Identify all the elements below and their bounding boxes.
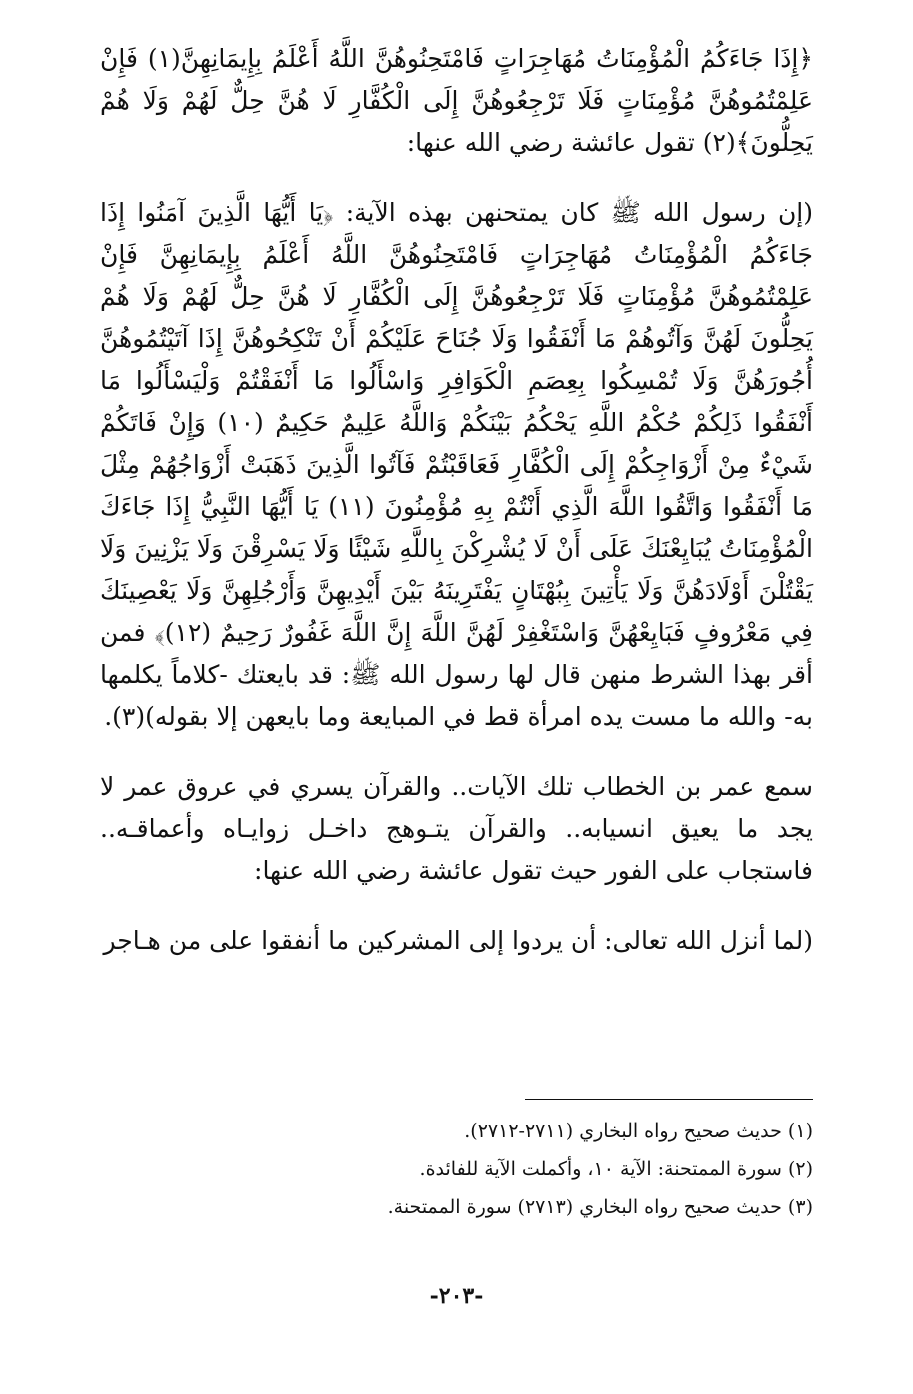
paragraph-2: (إن رسول الله ﷺ كان يمتحنهن بهذه الآية: ﴿يَا أَيُّهَا الَّذِينَ آمَنُوا إِذَا جَاءَكُمُ الْمُؤْمِنَاتُ مُهَاجِرَاتٍ فَامْتَحِنُوهُنَّ اللَّهُ أَعْلَمُ بِإِيمَانِهِنَّ فَإِنْ عَلِمْتُمُوهُنَّ مُؤْمِنَاتٍ فَلَا تَرْجِعُوهُنَّ إِلَى الْكُفَّارِ لَا هُنَّ حِلٌّ لَهُمْ وَلَا هُمْ يَحِلُّونَ لَهُنَّ وَآتُوهُمْ مَا أَنْفَقُوا وَلَا جُنَاحَ عَلَيْكُمْ أَنْ تَنْكِحُوهُنَّ إِذَا آتَيْتُمُوهُنَّ أُجُورَهُنَّ وَلَا تُمْسِكُوا بِعِصَمِ الْكَوَافِرِ وَاسْأَلُوا مَا أَنْفَقْتُمْ وَلْيَسْأَلُوا مَا أَنْفَقُوا ذَلِكُمْ حُكْمُ اللَّهِ يَحْكُمُ بَيْنَكُمْ وَاللَّهُ عَلِيمٌ حَكِيمٌ (١٠) وَإِنْ فَاتَكُمْ شَيْءٌ مِنْ أَزْوَاجِكُمْ إِلَى الْكُفَّارِ فَعَاقَبْتُمْ فَآتُوا الَّذِينَ ذَهَبَتْ أَزْوَاجُهُمْ مِثْلَ مَا أَنْفَقُوا وَاتَّقُوا اللَّهَ الَّذِي أَنْتُمْ بِهِ مُؤْمِنُونَ (١١) يَا أَيُّهَا النَّبِيُّ إِذَا جَاءَكَ الْمُؤْمِنَاتُ يُبَايِعْنَكَ عَلَى أَنْ لَا يُشْرِكْنَ بِاللَّهِ شَيْئًا وَلَا يَسْرِقْنَ وَلَا يَزْنِينَ وَلَا يَقْتُلْنَ أَوْلَادَهُنَّ وَلَا يَأْتِينَ بِبُهْتَانٍ يَفْتَرِينَهُ بَيْنَ أَيْدِيهِنَّ وَأَرْجُلِهِنَّ وَلَا يَعْصِينَكَ فِي مَعْرُوفٍ فَبَايِعْهُنَّ وَاسْتَغْفِرْ لَهُنَّ اللَّهَ إِنَّ اللَّهَ غَفُورٌ رَحِيمٌ (١٢)﴾ فمن أقر بهذا الشرط منهن قال لها رسول الله ﷺ: قد بايعتك -كلاماً يكلمها به- والله ما مست يده امرأة قط في المبايعة وما بايعهن إلا بقوله)(٣). xyxy=(100,198,813,731)
paragraph-1: ﴿إِذَا جَاءَكُمُ الْمُؤْمِنَاتُ مُهَاجِرَاتٍ فَامْتَحِنُوهُنَّ اللَّهُ أَعْلَمُ بِإِيمَانِهِنَّ(١) فَإِنْ عَلِمْتُمُوهُنَّ مُؤْمِنَاتٍ فَلَا تَرْجِعُوهُنَّ إِلَى الْكُفَّارِ لَا هُنَّ حِلٌّ لَهُمْ وَلَا هُمْ يَحِلُّونَ﴾(٢) تقول عائشة رضي الله عنها: xyxy=(100,44,813,157)
footnote-divider xyxy=(525,1099,813,1100)
paragraph-4: (لما أنزل الله تعالى: أن يردوا إلى المشركين ما أنفقوا على من هـاجر xyxy=(103,926,813,955)
main-text xyxy=(100,38,813,962)
page-number: -٢٠٣- xyxy=(429,1283,484,1309)
paragraph-gap xyxy=(100,164,813,192)
paragraph-gap xyxy=(100,738,813,766)
footnote-2: (٢) سورة الممتحنة: الآية ١٠، وأكملت الآية للفائدة. xyxy=(419,1158,813,1180)
footnote-1: (١) حديث صحيح رواه البخاري (٢٧١١-٢٧١٢). xyxy=(464,1120,813,1142)
footnotes xyxy=(100,1112,813,1226)
footnote-3: (٣) حديث صحيح رواه البخاري (٢٧١٣) سورة الممتحنة. xyxy=(387,1196,813,1218)
paragraph-gap xyxy=(100,892,813,920)
paragraph-3: سمع عمر بن الخطاب تلك الآيات.. والقرآن يسري في عروق عمر لا يجد ما يعيق انسيابه.. والقرآن يتـوهج داخـل زوايـاه وأعماقـه.. فاستجاب على الفور حيث تقول عائشة رضي الله عنها: xyxy=(100,772,813,885)
